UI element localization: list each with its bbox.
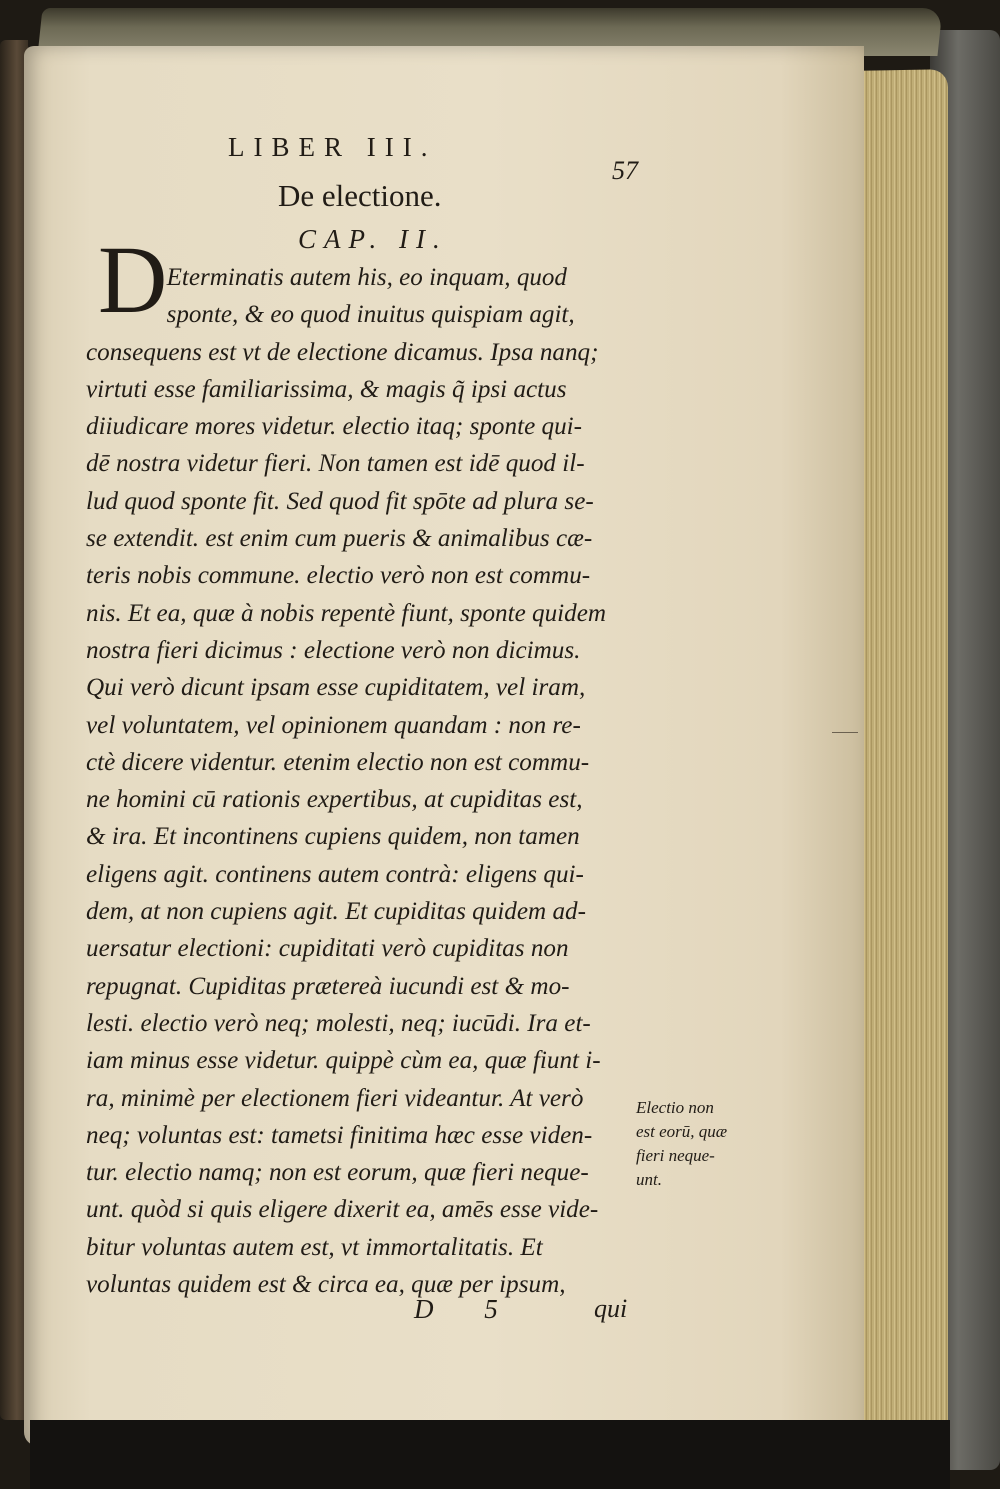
text-line: ra, minimè per electionem fieri videantur. At verò [86,1082,584,1112]
text-line: unt. quòd si quis eligere dixerit ea, amēs esse vide- [86,1194,599,1224]
text-line: tur. electio namq; non est eorum, quæ fieri neque- [86,1157,589,1187]
text-line: lesti. electio verò neq; molesti, neq; iucūdi. Ira et- [86,1007,591,1037]
text-line: teris nobis commune. electio verò non est commu- [86,560,591,590]
marginal-note [636,1096,727,1192]
chapter-heading: CAP. II. [298,224,448,254]
running-title: LIBER III. [228,132,437,162]
text-line: diiudicare mores videtur. electio itaq; sponte qui- [86,411,583,441]
page-number: 57 [612,156,638,185]
text-line: ne homini cū rationis expertibus, at cupiditas est, [86,784,583,814]
marginal-note-line: est eorū, quæ [636,1122,728,1141]
drop-cap: D [98,226,168,333]
signature-mark: D 5 [414,1294,520,1324]
text-line: neq; voluntas est: tametsi finitima hæc esse viden- [86,1119,593,1149]
text-line: nis. Et ea, quæ à nobis repentè fiunt, sponte quidem [86,597,607,627]
body-text [86,262,646,1306]
marginal-note-line: Electio non [636,1098,714,1117]
text-line: iam minus esse videtur. quippè cùm ea, quæ fiunt i- [86,1045,601,1075]
text-line: sponte, & eo quod inuitus quispiam agit, [166,299,575,329]
page-fore-edge [858,69,948,1461]
text-line: se extendit. est enim cum pueris & animalibus cæ- [86,523,593,553]
text-line: Eterminatis autem his, eo inquam, quod [166,262,567,291]
text-line: virtuti esse familiarissima, & magis q̃ ipsi actus [86,373,567,403]
text-line: vel voluntatem, vel opinionem quandam : non re- [86,709,581,739]
text-line: dem, at non cupiens agit. Et cupiditas quidem ad- [86,896,587,926]
marginal-note-line: unt. [636,1170,662,1189]
section-title: De electione. [278,178,442,213]
text-line: voluntas quidem est & circa ea, quæ per ipsum, [86,1269,566,1299]
text-line: repugnat. Cupiditas prætereà iucundi est & mo- [86,970,570,1000]
page-bottom-shadow [30,1420,950,1489]
text-line: eligens agit. continens autem contrà: eligens qui- [86,858,584,888]
text-line: & ira. Et incontinens cupiens quidem, non tamen [86,821,580,851]
text-line: dē nostra videtur fieri. Non tamen est idē quod il- [86,448,585,478]
catchword: qui [594,1294,628,1323]
text-line: ctè dicere videntur. etenim electio non est commu- [86,746,590,776]
marginal-note-line: fieri neque- [636,1146,715,1165]
margin-mark [832,732,858,733]
text-line: bitur voluntas autem est, vt immortalitatis. Et [86,1231,543,1261]
text-line: consequens est vt de electione dicamus. Ipsa nanq; [86,336,599,366]
text-line: Qui verò dicunt ipsam esse cupiditatem, vel iram, [86,672,586,702]
text-line: lud quod sponte fit. Sed quod fit spōte ad plura se- [86,485,594,515]
text-line: uersatur electioni: cupiditati verò cupiditas non [86,933,569,963]
text-line: nostra fieri dicimus : electione verò non dicimus. [86,634,581,664]
